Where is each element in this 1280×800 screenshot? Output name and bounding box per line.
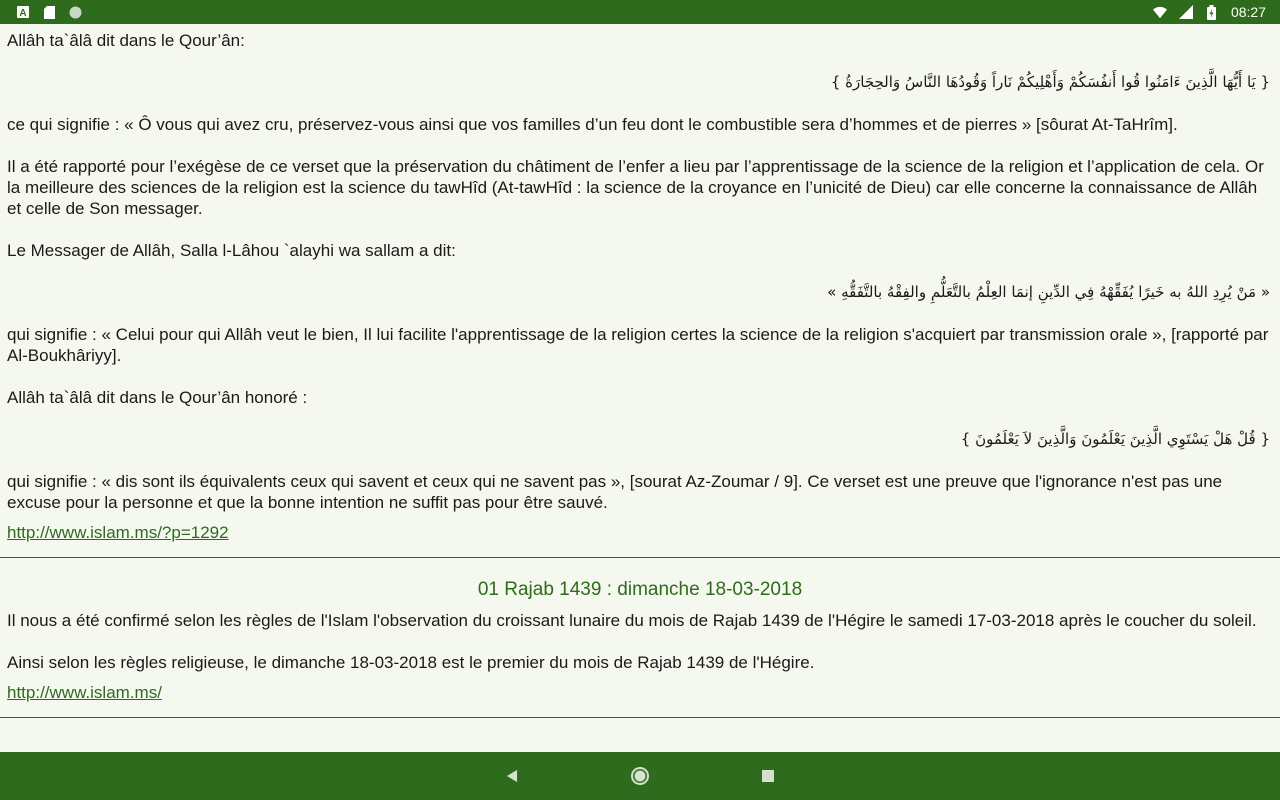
verse2-meaning: qui signifie : « dis sont ils équivalents ceux qui savent et ceux qui ne savent pas », [sourat Az-Zoumar / 9]. Ce verset est une preuve que l'ignorance n'est pas une excuse pour la personne et que la bonne intention ne suffit pas pour être sauvé. [7,472,1223,512]
svg-text:A: A [19,8,27,18]
home-icon[interactable] [628,764,652,788]
status-time: 08:27 [1230,4,1266,20]
post-title[interactable]: 01 Rajab 1439 : dimanche 18-03-2018 [477,579,803,600]
quran-intro: Allâh ta`âlâ dit dans le Qour’ân honoré : [7,388,308,407]
circle-icon [68,5,82,19]
rajab-link[interactable]: http://www.islam.ms/ [7,683,162,702]
hadith-arabic: « مَنْ يُرِدِ اللهُ به خَيرًا يُفَقِّهْهُ فِي الدِّينِ إنمَا العِلْمُ بالتَّعَلُّمِ والفِقْهُ بالتَّفَقُّهِ » [827,283,1270,301]
content-scroll[interactable] [0,24,1280,752]
post-divider-2 [0,717,1280,718]
back-icon[interactable] [500,764,524,788]
rajab-paragraph-2: Ainsi selon les règles religieuse, le dimanche 18-03-2018 est le premier du mois de Rajab 1439 de l'Hégire. [7,653,815,672]
hadith-meaning: qui signifie : « Celui pour qui Allâh veut le bien, Il lui facilite l'apprentissage de la religion certes la science de la religion s'acquiert par transmission orale », [rapporté par Al-Boukhâriyy]. [7,325,1269,365]
post-link[interactable]: http://www.islam.ms/?p=1292 [7,523,229,542]
recents-icon[interactable] [756,764,780,788]
sd-card-icon [42,5,56,19]
wifi-icon [1153,5,1167,19]
quran-verse-arabic: { يَا أَيُّهَا الَّذِينَ ءَامَنُوا قُوا أَنفُسَكُمْ وَأَهْلِيكُمْ نَاراً وَقُودُهَا النَّاسُ وَالحِجَارَةُ } [830,73,1270,91]
status-bar [0,0,1280,24]
app-a-icon [16,5,30,19]
verse-meaning: ce qui signifie : « Ô vous qui avez cru, préservez-vous ainsi que vos familles d’un feu dont le combustible sera d’hommes et de pierres » [sôurat At-TaHrîm]. [7,115,1178,134]
post-intro: Allâh ta`âlâ dit dans le Qour’ân: [7,31,245,50]
messenger-intro: Le Messager de Allâh, Salla l-Lâhou `alayhi wa sallam a dit: [7,241,456,260]
navigation-bar [0,752,1280,800]
battery-icon [1205,5,1219,19]
post-tawhid [0,24,1280,543]
exegesis-paragraph: Il a été rapporté pour l’exégèse de ce verset que la préservation du châtiment de l’enfer a lieu par l’apprentissage de la science de la religion et l’application de cela. Or la meilleure des sciences de la religion est la science du tawHîd (At-tawHîd : la science de la croyance en l’unicité de Dieu) car elle concerne la connaissance de Allâh et celle de Son messager. [7,157,1264,218]
quran-verse2-arabic: { قُلْ هَلْ يَسْتَوِي الَّذِينَ يَعْلَمُونَ وَالَّذِينَ لاَ يَعْلَمُونَ } [960,430,1270,448]
status-right-icons [1153,4,1266,20]
signal-icon [1179,5,1193,19]
post-rajab [0,558,1280,703]
status-left-icons [16,5,82,19]
rajab-paragraph-1: Il nous a été confirmé selon les règles de l'Islam l'observation du croissant lunaire du mois de Rajab 1439 de l'Hégire le samedi 17-03-2018 après le coucher du soleil. [7,611,1257,630]
